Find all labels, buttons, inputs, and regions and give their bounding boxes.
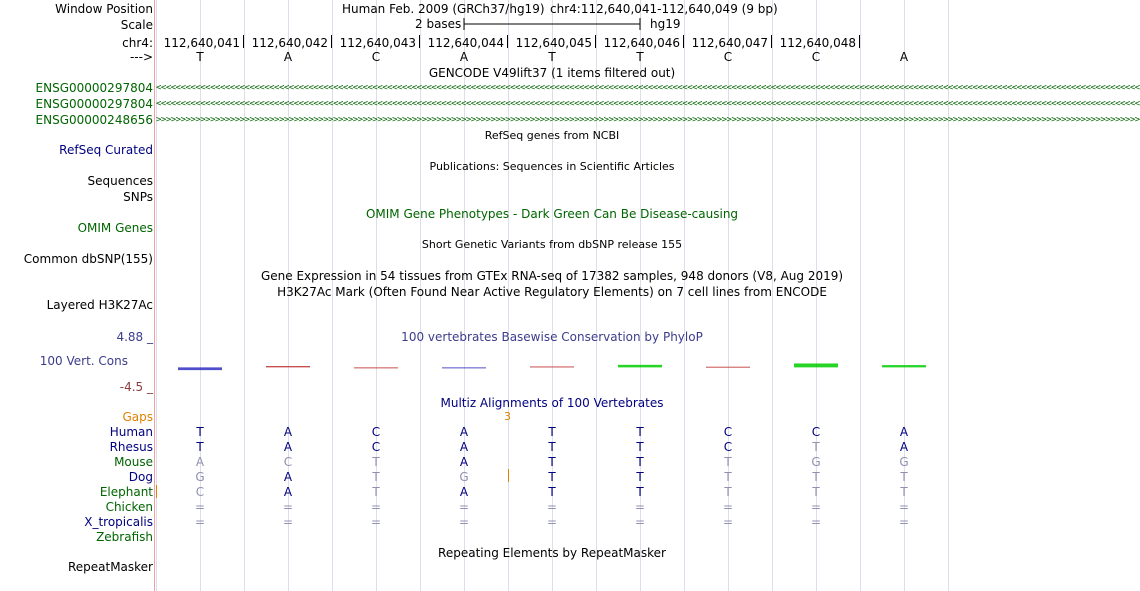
strand-arrow-label: ---> (129, 50, 153, 64)
conservation-bar (178, 367, 222, 370)
ruler-position: 112,640,043 (339, 36, 416, 50)
multiz-track-title: Multiz Alignments of 100 Vertebrates (440, 396, 664, 410)
elephant-insertion-marker (156, 485, 157, 498)
alignment-base: T (636, 455, 644, 469)
alignment-base: T (196, 440, 204, 454)
alignment-base: = (546, 500, 558, 514)
species-label[interactable]: Dog (128, 470, 153, 484)
alignment-base: T (372, 470, 380, 484)
alignment-base: C (371, 440, 381, 454)
alignment-base: = (722, 515, 734, 529)
conservation-bar (354, 367, 398, 368)
species-label[interactable]: X_tropicalis (84, 515, 153, 529)
gencode-gene-strand[interactable]: <<<<<<<<<<<<<<<<<<<<<<<<<<<<<<<<<<<<<<<<<<<<<<<<<<<<<<<<<<<<<<<<<<<<<<<<<<<<<<<<<<<<<<<<<<<<<<<<<<<<<<<<<<<<<<<<<<<<<<<<<<<<<<<<<<<<<<<<<<<<<<<<<<<<<<<<<<<<<<<<<<<<<<<<<<<<<<<<<<<<<<<<<<<<<<<<<<<<<<<< (156, 83, 1140, 93)
scale-label: Scale (120, 18, 153, 32)
alignment-base: A (283, 470, 293, 484)
alignment-base: = (810, 515, 822, 529)
omim-track-title: OMIM Gene Phenotypes - Dark Green Can Be Disease-causing (365, 207, 739, 221)
omim-track-label[interactable]: OMIM Genes (77, 221, 153, 235)
assembly-name: Human Feb. 2009 (GRCh37/hg19) (342, 2, 545, 16)
alignment-base: = (546, 515, 558, 529)
species-label[interactable]: Human (109, 425, 153, 439)
alignment-base: A (899, 425, 909, 439)
species-label[interactable]: Chicken (105, 500, 153, 514)
conservation-bar (706, 367, 750, 368)
alignment-base: T (372, 485, 380, 499)
conservation-bar (794, 363, 838, 367)
alignment-base: T (548, 455, 556, 469)
alignment-base: G (811, 455, 821, 469)
alignment-base: A (283, 425, 293, 439)
ruler-position: 112,640,047 (691, 36, 768, 50)
reference-base: C (811, 50, 821, 64)
alignment-base: C (723, 440, 733, 454)
alignment-base: = (194, 515, 206, 529)
alignment-base: A (459, 455, 469, 469)
sequences-track-label[interactable]: Sequences (87, 174, 153, 188)
alignment-base: T (812, 470, 820, 484)
conservation-bar (266, 366, 310, 367)
conservation-ymax-label: 4.88 _ (116, 330, 153, 344)
alignment-base: = (898, 500, 910, 514)
gencode-track-title: GENCODE V49lift37 (1 items filtered out) (428, 66, 676, 80)
publications-track-title: Publications: Sequences in Scientific Articles (429, 160, 675, 173)
alignment-base: T (636, 440, 644, 454)
conservation-bar (530, 366, 574, 367)
ruler-position: 112,640,046 (603, 36, 680, 50)
conservation-ymin-label: -4.5 _ (119, 380, 153, 394)
alignment-base: A (459, 440, 469, 454)
dbsnp-track-title: Short Genetic Variants from dbSNP release 155 (421, 238, 683, 251)
alignment-base: T (900, 485, 908, 499)
conservation-track-label[interactable]: 100 Vert. Cons (39, 354, 128, 368)
alignment-base: C (371, 425, 381, 439)
alignment-base: T (724, 485, 732, 499)
alignment-base: T (636, 470, 644, 484)
alignment-base: T (724, 470, 732, 484)
h3k27ac-track-label[interactable]: Layered H3K27Ac (46, 298, 153, 312)
gencode-gene-strand[interactable]: >>>>>>>>>>>>>>>>>>>>>>>>>>>>>>>>>>>>>>>>>>>>>>>>>>>>>>>>>>>>>>>>>>>>>>>>>>>>>>>>>>>>>>>>>>>>>>>>>>>>>>>>>>>>>>>>>>>>>>>>>>>>>>>>>>>>>>>>>>>>>>>>>>>>>>>>>>>>>>>>>>>>>>>>>>>>>>>>>>>>>>>>>>>>>>>>>>>>>>>> (156, 115, 1140, 125)
ruler-position: 112,640,041 (163, 36, 240, 50)
ruler-position: 112,640,048 (779, 36, 856, 50)
species-label[interactable]: Zebrafish (96, 530, 153, 544)
alignment-base: = (634, 500, 646, 514)
scale-db: hg19 (650, 17, 681, 31)
conservation-bar (618, 365, 662, 368)
alignment-base: G (195, 470, 205, 484)
window-position-label: Window Position (55, 2, 153, 16)
snps-track-label[interactable]: SNPs (123, 190, 153, 204)
alignment-base: T (812, 485, 820, 499)
alignment-base: = (810, 500, 822, 514)
alignment-base: = (458, 515, 470, 529)
reference-base: T (636, 50, 644, 64)
scale-text: 2 bases (415, 17, 462, 31)
reference-base: C (723, 50, 733, 64)
alignment-base: T (548, 425, 556, 439)
alignment-base: C (195, 485, 205, 499)
alignment-base: = (722, 500, 734, 514)
alignment-base: T (548, 470, 556, 484)
reference-base: C (371, 50, 381, 64)
alignment-base: T (636, 425, 644, 439)
ruler-position: 112,640,044 (427, 36, 504, 50)
dog-insertion-marker (508, 469, 509, 482)
conservation-bar (882, 365, 926, 367)
alignment-base: G (899, 455, 909, 469)
alignment-base: = (898, 515, 910, 529)
conservation-track-title: 100 vertebrates Basewise Conservation by PhyloP (401, 330, 703, 344)
reference-base: A (459, 50, 469, 64)
alignment-base: T (196, 425, 204, 439)
alignment-base: A (283, 440, 293, 454)
species-label[interactable]: Mouse (114, 455, 153, 469)
alignment-base: A (459, 485, 469, 499)
alignment-base: T (812, 440, 820, 454)
reference-base: T (548, 50, 556, 64)
h3k27ac-track-title: H3K27Ac Mark (Often Found Near Active Regulatory Elements) on 7 cell lines from ENCODE (277, 285, 827, 299)
alignment-base: T (548, 440, 556, 454)
alignment-base: A (195, 455, 205, 469)
alignment-base: T (372, 455, 380, 469)
gencode-gene-strand[interactable]: <<<<<<<<<<<<<<<<<<<<<<<<<<<<<<<<<<<<<<<<<<<<<<<<<<<<<<<<<<<<<<<<<<<<<<<<<<<<<<<<<<<<<<<<<<<<<<<<<<<<<<<<<<<<<<<<<<<<<<<<<<<<<<<<<<<<<<<<<<<<<<<<<<<<<<<<<<<<<<<<<<<<<<<<<<<<<<<<<<<<<<<<<<<<<<<<<<<<<<<< (156, 99, 1140, 109)
alignment-base: = (194, 500, 206, 514)
repeatmasker-track-title: Repeating Elements by RepeatMasker (438, 546, 666, 560)
species-label[interactable]: Elephant (99, 485, 153, 499)
alignment-base: A (459, 425, 469, 439)
alignment-base: = (370, 500, 382, 514)
gaps-label: Gaps (122, 410, 153, 424)
ruler-position: 112,640,042 (251, 36, 328, 50)
alignment-base: = (370, 515, 382, 529)
alignment-base: = (282, 500, 294, 514)
conservation-bar (442, 367, 486, 368)
repeatmasker-track-label[interactable]: RepeatMasker (67, 560, 153, 574)
gap-count: 3 (504, 410, 511, 423)
alignment-base: G (459, 470, 469, 484)
species-label[interactable]: Rhesus (109, 440, 153, 454)
alignment-base: T (548, 485, 556, 499)
window-position-value: chr4:112,640,041-112,640,049 (9 bp) (550, 2, 778, 16)
alignment-base: C (283, 455, 293, 469)
alignment-base: = (282, 515, 294, 529)
alignment-base: = (634, 515, 646, 529)
gencode-gene-label[interactable]: ENSG00000297804 (35, 97, 153, 111)
gencode-gene-label[interactable]: ENSG00000248656 (35, 113, 153, 127)
alignment-base: A (283, 485, 293, 499)
alignment-base: T (900, 470, 908, 484)
reference-base: A (899, 50, 909, 64)
alignment-base: C (723, 425, 733, 439)
reference-base: A (283, 50, 293, 64)
refseq-track-label[interactable]: RefSeq Curated (59, 143, 153, 157)
alignment-base: A (899, 440, 909, 454)
alignment-base: T (636, 485, 644, 499)
chr-label: chr4: (122, 36, 153, 50)
alignment-base: T (724, 455, 732, 469)
alignment-base: C (811, 425, 821, 439)
reference-base: T (196, 50, 204, 64)
alignment-base: = (458, 500, 470, 514)
refseq-track-title: RefSeq genes from NCBI (484, 129, 620, 142)
ruler-position: 112,640,045 (515, 36, 592, 50)
dbsnp-track-label[interactable]: Common dbSNP(155) (23, 252, 153, 266)
gencode-gene-label[interactable]: ENSG00000297804 (35, 81, 153, 95)
gtex-track-title: Gene Expression in 54 tissues from GTEx RNA-seq of 17382 samples, 948 donors (V8, Aug 2019) (260, 269, 844, 283)
